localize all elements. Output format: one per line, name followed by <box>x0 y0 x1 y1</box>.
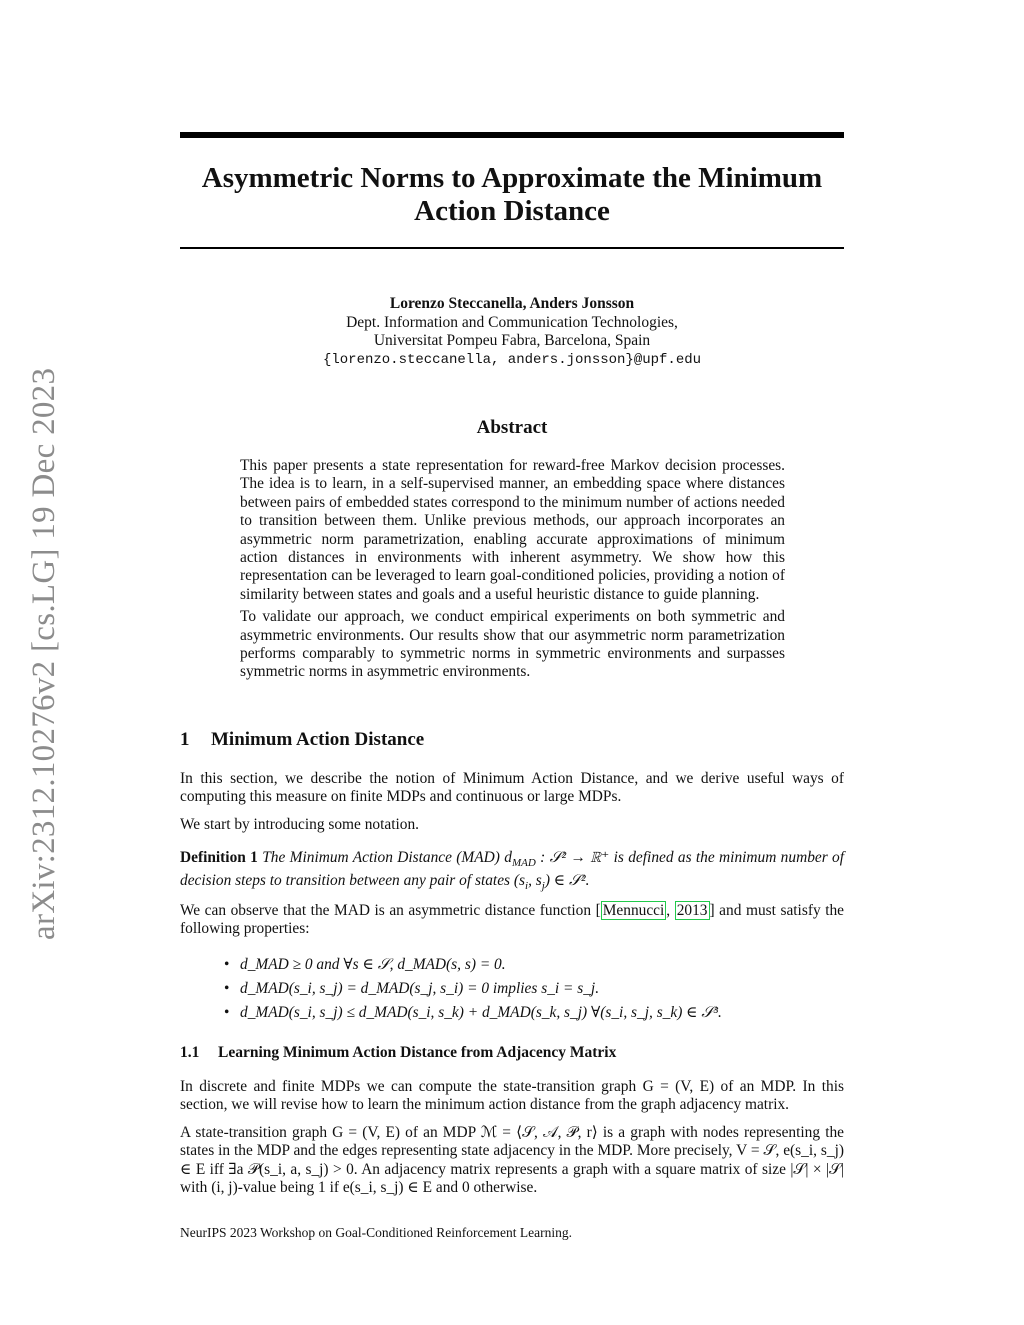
citation-separator: , <box>666 902 675 919</box>
definition-math-sub: MAD <box>511 857 536 870</box>
abstract-paragraph-1: This paper presents a state representation for reward-free Markov decision processes. The idea is to learn, in a self-supervised manner, an embedding space where distances between pairs of embedded states correspond to the minimum number of actions needed to transition between them. Unlike previous methods, our approach incorporates an asymmetric norm parametrization, enabling accurate approximations of minimum action distances in environments with inherent asymmetry. We show how this representation can be leveraged to learn goal-conditioned policies, providing a notion of similarity between states and goals and a useful heuristic distance to guide planning. <box>240 457 785 603</box>
observe-text-a: We can observe that the MAD is an asymmetric distance function [ <box>180 902 601 919</box>
subsection-1-1-paragraph-1 <box>180 1078 844 1115</box>
section-1-intro <box>180 770 844 807</box>
property-3: d_MAD(s_i, s_j) ≤ d_MAD(s_i, s_k) + d_MAD(s_k, s_j) ∀(s_i, s_j, s_k) ∈ 𝒮³. <box>240 1004 722 1021</box>
subsection-1-1-paragraph-2 <box>180 1124 844 1198</box>
definition-math-c: (s <box>513 872 526 890</box>
list-item <box>222 1001 842 1025</box>
definition-text-a: The Minimum Action Distance (MAD) <box>262 849 500 866</box>
paragraph-text: In discrete and finite MDPs we can compute the state-transition graph G = (V, E) of an MDP. In this section, we will revise how to learn the minimum action distance from the graph adjacency matrix. <box>180 1078 844 1114</box>
notation-text: We start by introducing some notation. <box>180 816 419 833</box>
abstract-heading: Abstract <box>476 417 548 438</box>
definition-math-a: d <box>504 849 512 866</box>
abstract-body <box>240 457 785 686</box>
arxiv-identifier[interactable]: arXiv:2312.10276v2 [cs.LG] 19 Dec 2023 <box>26 367 62 940</box>
list-item <box>222 953 842 977</box>
title-bottom-rule <box>180 247 844 249</box>
bullet-icon: • <box>224 1004 230 1021</box>
definition-label: Definition 1 <box>180 849 258 866</box>
author-block <box>180 295 844 369</box>
abstract-paragraph-2: To validate our approach, we conduct empirical experiments on both symmetric and asymmetric environments. Our results show that our asymmetric norm parametrization performs comparably to symmetric norms in symmetric environments and surpasses symmetric norms in asymmetric environments. <box>240 608 785 681</box>
section-title: Minimum Action Distance <box>211 729 425 750</box>
author-names: Lorenzo Steccanella, Anders Jonsson <box>389 295 635 312</box>
section-1-heading <box>180 729 844 751</box>
definition-math-c3: ) ∈ 𝒮². <box>544 872 590 890</box>
affiliation-line-2: Universitat Pompeu Fabra, Barcelona, Spain <box>373 332 651 349</box>
title-top-rule <box>180 132 844 138</box>
property-2: d_MAD(s_i, s_j) = d_MAD(s_j, s_i) = 0 implies s_i = s_j. <box>240 980 600 997</box>
section-1-intro-text: In this section, we describe the notion of Minimum Action Distance, and we derive useful ways of computing this measure on finite MDPs and continuous or large MDPs. <box>180 770 844 806</box>
property-1: d_MAD ≥ 0 and ∀s ∈ 𝒮, d_MAD(s, s) = 0. <box>240 956 506 973</box>
mad-properties-list <box>222 953 842 1025</box>
definition-text-b: is defined as the minimum number of decision steps to transition between any pair of states <box>180 849 845 890</box>
citation-year-link[interactable]: 2013 <box>676 902 708 919</box>
mad-properties-intro <box>180 902 844 939</box>
section-number: 1 <box>180 729 190 750</box>
bullet-icon: • <box>224 956 230 973</box>
section-1-notation <box>180 816 844 834</box>
definition-1: Definition 1 The Minimum Action Distance (MAD) $d_{MAD}$ : 𝒮² → ℝ⁺ is defined as the minimum number of decision steps to transition between any pair of states ($s_i$, $s_j$) ∈ 𝒮². <box>180 849 845 893</box>
affiliation-line-1: Dept. Information and Communication Technologies, <box>346 313 678 331</box>
definition-math-c2: , s <box>528 872 542 890</box>
subsection-number: 1.1 <box>180 1044 200 1061</box>
author-emails[interactable]: {lorenzo.steccanella, anders.jonsson}@upf.edu <box>322 351 702 368</box>
observe-text-b: ] and must satisfy the following properties: <box>180 902 845 938</box>
paragraph-text: A state-transition graph G = (V, E) of an MDP ℳ = ⟨𝒮, 𝒜, 𝒫, r⟩ is a graph with nodes representing the states in the MDP and the edges representing state adjacency in the MDP. More precisely, V = 𝒮, e(s_i, s_j) ∈ E iff ∃a 𝒫(s_i, a, s_j) > 0. An adjacency matrix represents a graph with a square matrix of size |𝒮| × |𝒮| with (i, j)-value being 1 if e(s_i, s_j) ∈ E and 0 otherwise. <box>180 1124 844 1197</box>
list-item <box>222 977 842 1001</box>
bullet-icon: • <box>224 980 230 997</box>
subsection-title: Learning Minimum Action Distance from Adjacency Matrix <box>218 1044 617 1061</box>
paper-title: Asymmetric Norms to Approximate the Minimum Action Distance <box>201 162 823 227</box>
definition-math-b: : 𝒮² → ℝ⁺ <box>535 849 610 866</box>
citation-author-link[interactable]: Mennucci <box>602 902 665 919</box>
venue-footnote: NeurIPS 2023 Workshop on Goal-Conditioned Reinforcement Learning. <box>180 1225 572 1240</box>
subsection-1-1-heading <box>180 1044 844 1062</box>
